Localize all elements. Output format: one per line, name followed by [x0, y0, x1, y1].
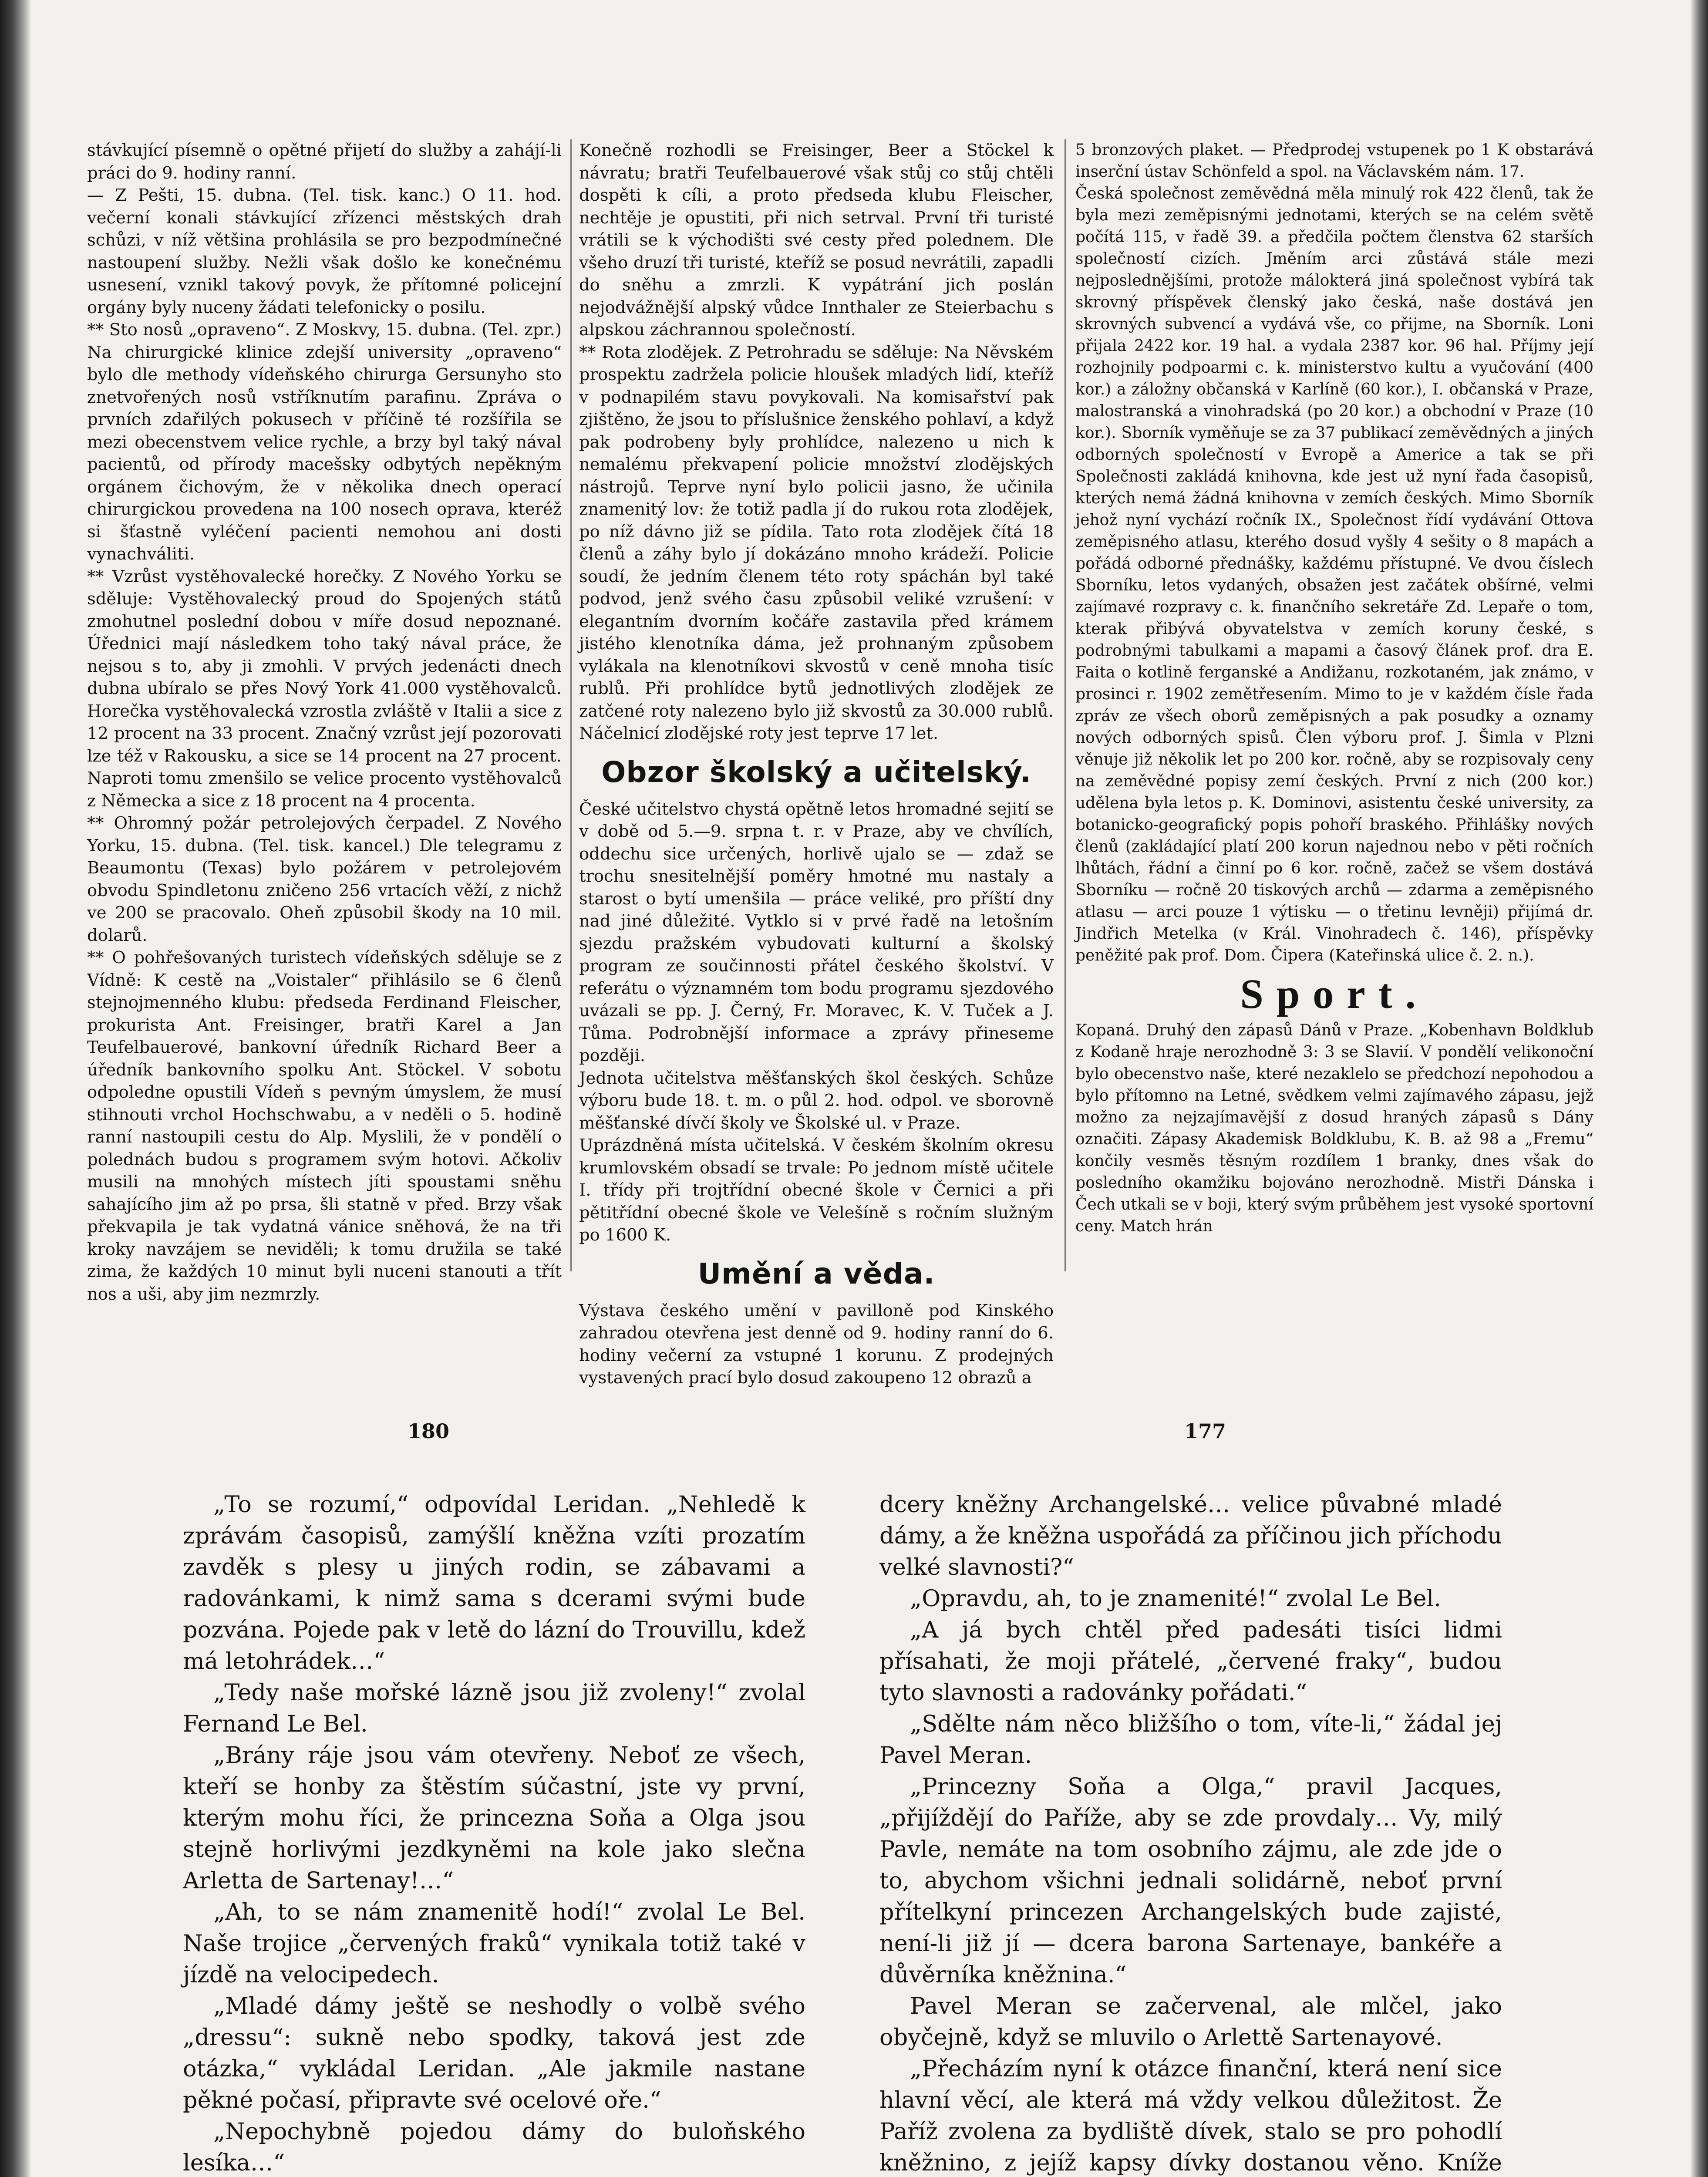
section-heading-art: Umění a věda.	[697, 1257, 935, 1291]
paragraph: Jednota učitelstva měšťanských škol českých. Schůze výboru bude 18. t. m. o půl 2. hod. odpol. ve sborovně měšťanské dívčí školy ve Školské ul. v Praze.	[579, 1068, 1054, 1133]
paragraph: „Mladé dámy ještě se neshodly o volbě svého „dressu“: sukně nebo spodky, taková jest zde otázka,“ vykládal Leridan. „Ale jakmile nastane pěkné počasí, připravte své ocelové oře.“	[183, 1993, 805, 2113]
paragraph: ** O pohřešovaných turistech vídeňských sděluje se z Vídně: K cestě na „Voistaler“ přihlásilo se 6 členů stejnojmenného klubu: předseda Ferdinand Fleischer, prokurista Ant. Freisinger, bratři Karel a Jan Teufelbauerové, bankovní úředník Richard Beer a úředník bankovního spolku Ant. Stöckel. V sobotu odpoledne opustili Vídeň s pevným úmyslem, že musí stihnouti vrchol Hochschwabu, a v neděli o 5. hodině ranní nastoupili cestu do Alp. Myslili, že v pondělí o polednách budou s programem svým hotovi. Ačkoliv musili na mnohých místech jíti spoustami sněhu sahajícího jim až po prsa, šli statně v před. Brzy však překvapila je tak vydatná vánice sněhová, že na tři kroky navzájem se neviděli; k tomu družila se také zima, že každých 10 minut byli nuceni stanouti a třít nos a uši, aby jim nezmrzly.	[87, 948, 562, 1304]
paragraph: „Princezny Soňa a Olga,“ pravil Jacques, „přijíždějí do Paříže, aby se zde provdaly… Vy, milý Pavle, nemáte na tom osobního zájmu, ale zde jde o to, abychom všichni jednali solidárně, neboť první přítelkyní princezen Archangelských bude zajisté, není-li již jí — dcera barona Sartenaye, bankéře a důvěrníka kněžnina.“	[879, 1773, 1502, 1988]
paragraph: dcery kněžny Archangelské… velice půvabné mladé dámy, a že kněžna uspořádá za příčinou jich příchodu velké slavnosti?“	[879, 1491, 1502, 1581]
scan-edge-right	[1691, 0, 1708, 2177]
column-2	[579, 139, 1054, 1388]
story-column-left	[183, 1489, 805, 2177]
column-3	[1075, 139, 1593, 1280]
section-heading-school: Obzor školský a učitelský.	[601, 755, 1031, 789]
paragraph: „A já bych chtěl před padesáti tisíci lidmi přísahati, že moji přátelé, „červené fraky“, budou tyto slavnosti a radovánky pořádati.“	[879, 1617, 1502, 1706]
paragraph: České učitelstvo chystá opětně letos hromadné sejití se v době od 5.—9. srpna t. r. v Praze, aby ve chvílích, oddechu sice určených, horlivě ujalo se — zdaž se trochu snesitelnější poměry hmotné mu nastaly a starost o bytí umenšila — práce veliké, pro příští dny nad jiné důležité. Vytklo si v prvé řadě na letošním sjezdu pražském vybudovati kulturní a školský program ze součinnosti přátel českého školství. V referátu o významném tom bodu programu sjezdového uvázali se pp. J. Černý, Fr. Moravec, K. V. Tuček a J. Tůma. Podrobnější informace a zprávy přineseme později.	[579, 799, 1054, 1065]
page-number-left: 180	[408, 1419, 450, 1443]
paragraph: Kopaná. Druhý den zápasů Dánů v Praze. „Kobenhavn Boldklub z Kodaně hraje nerozhodně 3: 3 se Slavií. V pondělí velikonoční bylo obecenstvo naše, které nezaklelo se předchozí nepohodou a bylo přítomno na Letné, svědkem velmi zajímavého zápasu, jejž možno za nejzajímavější z dosud hraných zápasů s Dány označiti. Zápasy Akademisk Boldklubu, K. B. až 98 a „Fremu“ končily vesměs těsným rozdílem 1 branky, dnes však do posledního okamžiku bojováno nerozhodně. Mistři Dánska i Čech utkali se v boji, který svým průběhem jest vysoké sportovní ceny. Match hrán	[1075, 1021, 1593, 1235]
paragraph: „Nepochybně pojedou dámy do buloňského lesíka…“	[183, 2118, 805, 2176]
paragraph: ** Sto nosů „opraveno“. Z Moskvy, 15. dubna. (Tel. zpr.) Na chirurgické klinice zdejší university „opraveno“ bylo dle methody vídeňského chirurga Gersunyho sto znetvořených nosů vstříknutím parafinu. Zpráva o prvních zdařilých pokusech v příčině té rozšířila se mezi obecenstvem velice rychle, a brzy byl taký nával pacientů, od přírody macešsky odbytých nepěkným orgánem čichovým, že v několika dnech operací chirurgickou provedena na 100 nosech oprava, kteréž si šťastně vyléčení pacienti nemohou ani dosti vynachváliti.	[87, 320, 562, 564]
paragraph: Konečně rozhodli se Freisinger, Beer a Stöckel k návratu; bratři Teufelbauerové však stůj co stůj chtěli dospěti k cíli, a proto předseda klubu Fleischer, nechtěje je opustiti, při nich setrval. První tři turisté vrátili se k východišti své cesty před polednem. Dle všeho druzí tři turisté, kteříž se posud nevrátili, zapadli do sněhu a zmrzli. K vypátrání jich poslán nejodvážnější alpský vůdce Innthaler ze Steierbachu s alpskou záchrannou společností.	[579, 141, 1054, 340]
paragraph: — Z Pešti, 15. dubna. (Tel. tisk. kanc.) O 11. hod. večerní konali stávkující zřízenci městských drah schůzi, v níž většina prohlásila se pro bezpodmínečné nastoupení služby. Nežli však došlo ke konečnému usnesení, vznikl takový povyk, že přítomné policejní orgány byly nuceny žádati telefonicky o posilu.	[87, 185, 562, 317]
paragraph: ** Ohromný požár petrolejových čerpadel. Z Nového Yorku, 15. dubna. (Tel. tisk. kancel.) Dle telegramu z Beaumontu (Texas) bylo požárem v petrolejovém obvodu Spindletonu zničeno 256 vrtacích věží, z nichž ve 200 se pracovalo. Oheň způsobil škody na 10 mil. dolarů.	[87, 813, 562, 945]
paragraph: „Sdělte nám něco bližšího o tom, víte-li,“ žádal jej Pavel Meran.	[879, 1711, 1502, 1769]
paragraph: „Opravdu, ah, to je znamenité!“ zvolal Le Bel.	[910, 1585, 1441, 1612]
paragraph: Uprázdněná místa učitelská. V českém školním okresu krumlovském obsadí se trvale: Po jednom místě učitele I. třídy při trojtřídní obecné škole v Černici a při pětitřídní obecné škole ve Velešíně s ročním služným po 1600 K.	[579, 1136, 1054, 1245]
column-divider	[1065, 139, 1066, 1271]
paragraph: Výstava českého umění v pavilloně pod Kinského zahradou otevřena jest denně od 9. hodiny ranní do 6. hodiny večerní za vstupné 1 korunu. Z prodejných vystavených prací bylo dosud zakoupeno 12 obrazů a	[579, 1301, 1054, 1388]
paragraph: „Ah, to se nám znamenitě hodí!“ zvolal Le Bel. Naše trojice „červených fraků“ vynikala totiž také v jízdě na velocipedech.	[183, 1899, 805, 1988]
page-number-right: 177	[1184, 1419, 1226, 1443]
paragraph: ** Rota zlodějek. Z Petrohradu se sděluje: Na Něvském prospektu zadržela policie hloušek mladých lidí, kteříž v podnapilém stavu povykovali. Na komisařství pak zjištěno, že jsou to příslušnice ženského pohlaví, a když pak podrobeny byly prohlídce, nalezeno u nich k nemalému překvapení policie množství zlodějských nástrojů. Teprve nyní bylo policii jasno, že učinila znamenitý lov: že totiž padla jí do rukou rota zlodějek, po níž dávno již se pídila. Tato rota zlodějek čítá 18 členů a záhy bylo jí dokázáno mnoho krádeží. Policie soudí, že jedním členem této roty spáchán byl také podvod, jenž svého času způsobil veliké vzrušení: v elegantním dvorním kočáře zastavila před krámem jistého klenotníka dáma, jež prohnaným způsobem vylákala na klenotníkovi skvostů v ceně mnoha tisíc rublů. Při prohlídce bytů jednotlivých zlodějek ze zatčené roty nalezeno bylo již skvostů za 30.000 rublů. Náčelnicí zlodějské roty jest teprve 17 let.	[579, 342, 1054, 743]
story-column-right	[879, 1489, 1502, 2177]
paragraph: „Přecházím nyní k otázce finanční, která není sice hlavní věcí, ale která má vždy velkou důležitost. Že Paříž zvolena za bydliště dívek, stalo se pro pohodlí kněžnino, z jejíž kapsy dívky dostanou věno. Kníže	[879, 2056, 1502, 2176]
novel-spread	[183, 1415, 1511, 2177]
paragraph: „Tedy naše mořské lázně jsou již zvoleny!“ zvolal Fernand Le Bel.	[183, 1679, 805, 1737]
newspaper-clipping	[87, 139, 1593, 1388]
paragraph: ** Vzrůst vystěhovalecké horečky. Z Nového Yorku se sděluje: Vystěhovalecký proud do Spojených států zmohutnel poslední dobou v míře dosud nepoznané. Úřednici mají následkem toho taký nával práce, že nejsou s to, aby ji zmohli. V prvých jedenácti dnech dubna ubíralo se přes Nový York 41.000 vystěhovalců. Horečka vystěhovalecká vzrostla zvláště v Italii a sice z 12 procent na 33 procent. Značný vzrůst její pozorovati lze též v Rakousku, a sice se 14 procent na 27 procent. Naproti tomu zmenšilo se velice procento vystěhovalců z Německa a sice z 18 procent na 4 procenta.	[87, 566, 562, 811]
paragraph: „To se rozumí,“ odpovídal Leridan. „Nehledě k zprávám časopisů, zamýšlí kněžna vzíti prozatím zavděk s plesy u jiných rodin, se zábavami a radovánkami, k nimž sama s dcerami svými bude pozvána. Pojede pak v letě do lázní do Trouvillu, kdež má letohrádek…“	[183, 1491, 805, 1675]
paragraph: stávkující písemně o opětné přijetí do služby a zahájí-li práci do 9. hodiny ranní.	[87, 141, 562, 183]
paragraph: 5 bronzových plaket. — Předprodej vstupenek po 1 K obstarává inserční ústav Schönfeld a spol. na Václavském nám. 17.	[1075, 141, 1593, 181]
scan-edge-left	[0, 0, 30, 2177]
column-divider	[570, 139, 572, 1271]
section-heading-sport: Sport.	[1240, 971, 1429, 1017]
paragraph: Česká společnost zeměvědná měla minulý rok 422 členů, tak že byla mezi zeměpisnými jednotami, kterých se na celém světě počítá 115, v řadě 39. a předčila počtem členstva 62 starších společností cizích. Jměním arci zůstává stále mezi nejposlednějšími, protože málokterá jiná společnost vybírá tak skrovný příspěvek členský jako česká, naše dostává jen skrovných subvencí a vydává vše, co přijme, na Sborník. Loni přijala 2422 kor. 19 hal. a vydala 2387 kor. 96 hal. Příjmy její rozhojnily podpoarmi c. k. ministerstvo kultu a vyučování (400 kor.) a záložny občanská v Karlíně (60 kor.), I. občanská v Praze, malostranská a vinohradská (po 20 kor.) a obchodní v Praze (10 kor.). Sborník vyměňuje se za 37 publikací zeměvědných a jiných odborných společností v Evropě a Americe a tak se při Společnosti zakládá knihovna, kde jest už nyní řada časopisů, kterých nemá žádná knihovna v zemích českých. Mimo Sborník jehož nyní vychází ročník IX., Společnost řídí vydávání Ottova zeměpisného atlasu, kterého dosud vyšly 4 sešity o 8 mapách a pořádá odborné přednášky, každému přístupné. Ve dvou číslech Sborníku, letos vydaných, obsažen jest začátek obšírné, velmi zajímavé rozpravy c. k. finančního sekretáře Zd. Lepaře o tom, kterak přibývá obyvatelstva v zemích koruny české, s podrobnými tabulkami a mapami a časový článek prof. dra E. Faita o kotlině ferganské a Andižanu, rozkotaném, jak známo, v prosinci r. 1902 zemětřesením. Mimo to je v každém čísle řada zpráv ze všech oborů zeměpisných a pak posudky a oznamy nových odborných spisů. Člen výboru prof. J. Šimla v Plzni věnuje již několik let po 200 kor. ročně, aby se rozpisovaly ceny na zeměvědné popisy zemí českých. První z nich (200 kor.) udělena byla letos p. K. Dominovi, asistentu české university, za botanicko-geografický popis pohoří braského. Přihlášky nových členů (zakládající platí 200 korun najednou nebo v pěti ročních lhůtách, řádní a činní po 6 kor. ročně, začež se všem dostává Sborníku — ročně 20 tiskových archů — zdarma a zeměpisného atlasu — arci pouze 1 výtisku — o třetinu levněji) přijímá dr. Jindřich Metelka (v Král. Vinohradech č. 146), příspěvky peněžité pak prof. Dom. Čipera (Kateřinská ulice č. 2. n.).	[1075, 185, 1593, 964]
paragraph: Pavel Meran se začervenal, ale mlčel, jako obyčejně, když se mluvilo o Arlettě Sartenayové.	[879, 1993, 1502, 2051]
paragraph: „Brány ráje jsou vám otevřeny. Neboť ze všech, kteří se honby za štěstím súčastní, jste vy první, kterým mohu říci, že princezna Soňa a Olga jsou stejně horlivými jezdkyněmi na kole jako slečna Arletta de Sartenay!…“	[183, 1742, 805, 1894]
column-1	[87, 139, 562, 1304]
